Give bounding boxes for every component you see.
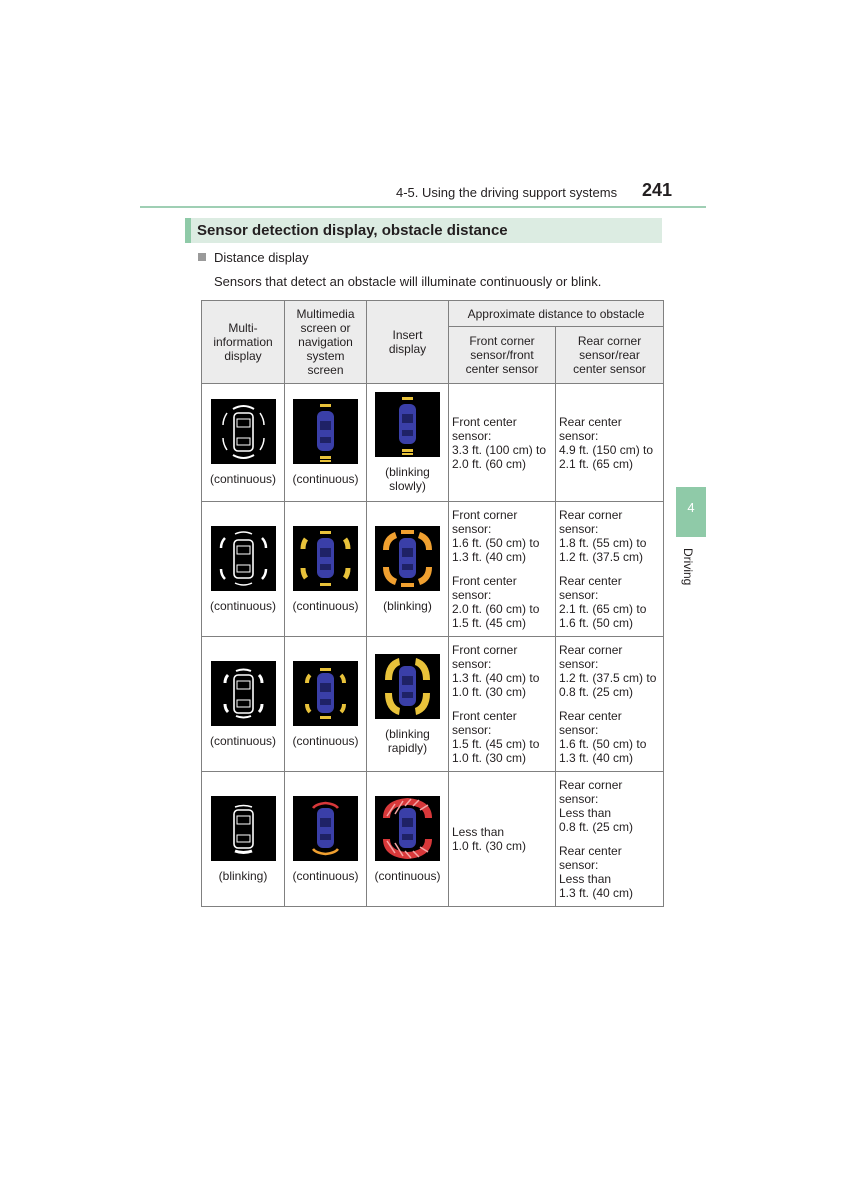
chapter-tab-number: 4 bbox=[687, 500, 695, 515]
front-distance-cell bbox=[449, 384, 556, 502]
mid-caption: (blinking) bbox=[218, 868, 268, 883]
front-distance-cell bbox=[449, 502, 556, 637]
header-front-sensor: Front corner sensor/front center sensor bbox=[449, 327, 556, 384]
multimedia-cell bbox=[285, 637, 367, 772]
mid-cell bbox=[202, 502, 285, 637]
multimedia-cell bbox=[285, 384, 367, 502]
running-header-section: 4-5. Using the driving support systems bbox=[396, 185, 618, 200]
mid-caption: (continuous) bbox=[209, 733, 277, 748]
header-rear-sensor: Rear corner sensor/rear center sensor bbox=[556, 327, 664, 384]
insert-car-image bbox=[375, 392, 440, 457]
insert-car-image bbox=[375, 526, 440, 591]
insert-caption: (continuous) bbox=[374, 868, 441, 883]
insert-cell bbox=[367, 384, 449, 502]
distance-text: Rear center sensor: 2.1 ft. (65 cm) to 1.6 ft. (50 cm) bbox=[559, 574, 647, 630]
distance-text: Front center sensor: 3.3 ft. (100 cm) to 2.0 ft. (60 cm) bbox=[452, 414, 547, 471]
distance-text: Rear center sensor: 1.6 ft. (50 cm) to 1.3 ft. (40 cm) bbox=[559, 709, 647, 765]
distance-text: Front center sensor: 1.5 ft. (45 cm) to 1.0 ft. (30 cm) bbox=[452, 709, 540, 765]
multimedia-caption: (continuous) bbox=[292, 472, 359, 486]
section-title: Sensor detection display, obstacle distance bbox=[197, 222, 508, 239]
rear-distance-cell bbox=[556, 637, 664, 772]
distance-text: Front center sensor: 2.0 ft. (60 cm) to 1.5 ft. (45 cm) bbox=[452, 574, 540, 630]
distance-table bbox=[201, 300, 664, 907]
mid-car-outline-image bbox=[211, 796, 276, 861]
multimedia-car-image bbox=[293, 661, 358, 726]
header-approximate-distance: Approximate distance to obstacle bbox=[449, 301, 664, 327]
multimedia-caption: (continuous) bbox=[292, 733, 359, 748]
section-title-bar bbox=[185, 218, 662, 243]
mid-caption: (continuous) bbox=[209, 472, 277, 486]
rear-distance-cell bbox=[556, 502, 664, 637]
distance-text: Front corner sensor: 1.3 ft. (40 cm) to 1.0 ft. (30 cm) bbox=[452, 643, 540, 699]
insert-caption: (blinking) bbox=[383, 598, 432, 613]
header-multi-information-display: Multi- information display bbox=[202, 301, 285, 384]
square-bullet-icon bbox=[198, 253, 206, 261]
multimedia-car-image bbox=[293, 796, 358, 861]
distance-text: Less than 1.0 ft. (30 cm) bbox=[452, 825, 527, 853]
insert-caption: (blinking rapidly) bbox=[385, 726, 430, 755]
table-row bbox=[202, 772, 664, 907]
multimedia-car-image bbox=[293, 526, 358, 591]
header-rule bbox=[140, 206, 706, 208]
mid-cell bbox=[202, 772, 285, 907]
mid-car-outline-image bbox=[211, 526, 276, 591]
table-row bbox=[202, 502, 664, 637]
insert-car-image bbox=[375, 796, 440, 861]
distance-text: Rear center sensor: 4.9 ft. (150 cm) to 2.1 ft. (65 cm) bbox=[559, 414, 654, 471]
header-multimedia-screen: Multimedia screen or navigation system screen bbox=[285, 301, 367, 384]
rear-distance-cell bbox=[556, 772, 664, 907]
insert-cell bbox=[367, 637, 449, 772]
chapter-tab-label: Driving bbox=[681, 548, 695, 586]
mid-cell bbox=[202, 384, 285, 502]
insert-car-image bbox=[375, 654, 440, 719]
mid-car-outline-image bbox=[211, 399, 276, 464]
insert-caption: (blinking slowly) bbox=[385, 465, 430, 493]
multimedia-cell bbox=[285, 772, 367, 907]
mid-caption: (continuous) bbox=[209, 598, 277, 613]
header-insert-display: Insert display bbox=[367, 301, 449, 384]
table-row bbox=[202, 384, 664, 502]
distance-text: Rear corner sensor: 1.8 ft. (55 cm) to 1.2 ft. (37.5 cm) bbox=[559, 508, 647, 564]
front-distance-cell bbox=[449, 772, 556, 907]
insert-cell bbox=[367, 772, 449, 907]
multimedia-cell bbox=[285, 502, 367, 637]
multimedia-caption: (continuous) bbox=[292, 868, 359, 883]
description: Sensors that detect an obstacle will illuminate continuously or blink. bbox=[214, 274, 602, 289]
distance-text: Rear corner sensor: Less than 0.8 ft. (25 cm) bbox=[559, 778, 634, 834]
insert-cell bbox=[367, 502, 449, 637]
multimedia-caption: (continuous) bbox=[292, 598, 359, 613]
sub-heading: Distance display bbox=[214, 250, 309, 265]
mid-car-outline-image bbox=[211, 661, 276, 726]
multimedia-car-image bbox=[293, 399, 358, 464]
distance-text: Rear corner sensor: 1.2 ft. (37.5 cm) to 0.8 ft. (25 cm) bbox=[559, 643, 657, 699]
mid-cell bbox=[202, 637, 285, 772]
distance-text: Rear center sensor: Less than 1.3 ft. (40 cm) bbox=[559, 844, 634, 900]
section-title-accent bbox=[185, 218, 191, 243]
rear-distance-cell bbox=[556, 384, 664, 502]
page-number: 241 bbox=[642, 180, 673, 200]
front-distance-cell bbox=[449, 637, 556, 772]
table-row bbox=[202, 637, 664, 772]
distance-text: Front corner sensor: 1.6 ft. (50 cm) to 1.3 ft. (40 cm) bbox=[452, 508, 540, 564]
